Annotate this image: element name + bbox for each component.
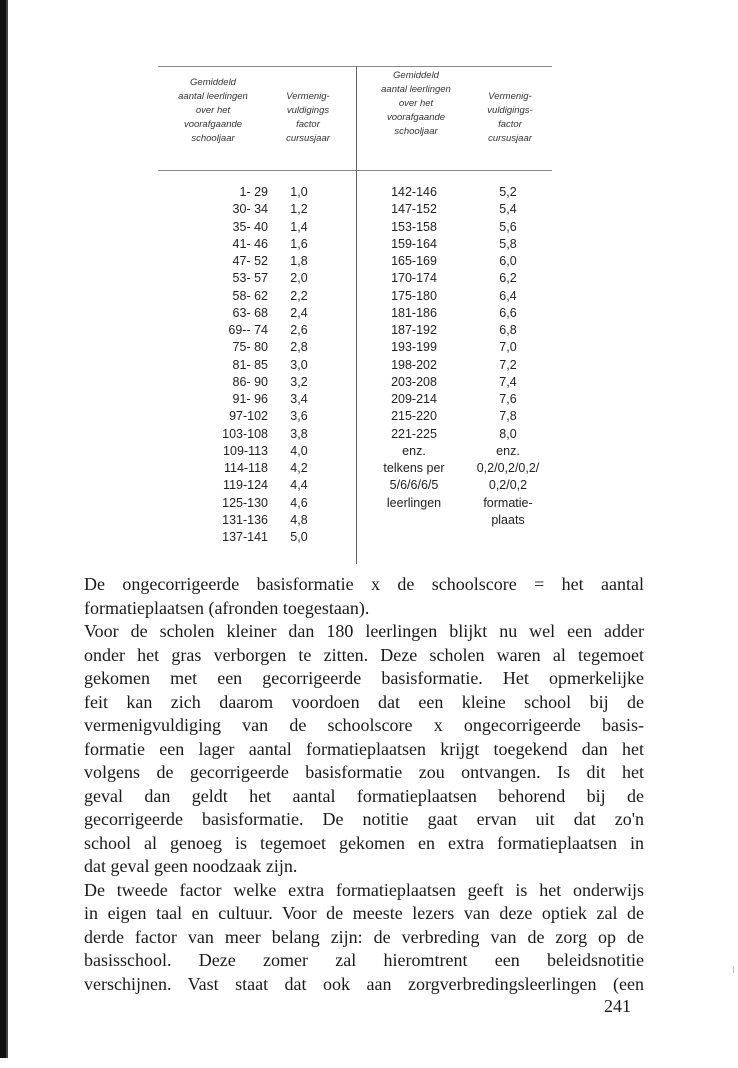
- table-header-rule: [158, 170, 552, 171]
- table-header-line: schooljaar: [191, 133, 235, 144]
- table-cell-pupils: 165-169: [391, 254, 437, 268]
- table-cell-factor: 5,2: [499, 185, 517, 199]
- margin-mark: [733, 966, 734, 973]
- table-col-pupils-left: [168, 184, 268, 546]
- table-header-line: cursusjaar: [286, 133, 330, 144]
- table-cell-pupils: 170-174: [391, 271, 437, 286]
- table-cell-pupils: 215-220: [391, 409, 437, 424]
- table-cell-pupils: 175-180: [391, 288, 437, 303]
- table-cell-pupils: 1- 29: [239, 185, 268, 199]
- table-cell-pupils: 81- 85: [232, 357, 268, 372]
- table-cell-pupils: 147-152: [391, 202, 437, 217]
- table-cell-factor: 6,8: [499, 323, 517, 337]
- table-cell-factor: 1,4: [290, 219, 308, 234]
- table-cell-factor: 1,2: [290, 202, 308, 217]
- table-cell-pupils: leerlingen: [386, 495, 442, 510]
- table-cell-factor: 8,0: [499, 426, 517, 441]
- table-cell-factor: 6,0: [499, 254, 517, 268]
- table-cell-factor: 6,4: [499, 288, 517, 303]
- table-cell-pupils: 221-225: [391, 426, 437, 441]
- table-header-col3: [368, 69, 464, 139]
- table-col-factor-left: [274, 184, 324, 546]
- table-header-line: vuldigings: [286, 105, 330, 116]
- body-text-line: gecorrigeerde basisformatie. De notitie gaat ervan uit dat zo'n: [84, 809, 644, 829]
- table-header-line: voorafgaande: [386, 112, 446, 123]
- table-cell-pupils: 63- 68: [232, 305, 268, 320]
- table-cell-factor: 1,8: [290, 254, 308, 268]
- table-header-line: vuldigings-: [487, 105, 533, 116]
- table-cell-factor: 3,2: [290, 374, 308, 389]
- table-cell-factor: 5,6: [499, 219, 517, 234]
- table-cell-factor: formatie-: [483, 495, 533, 510]
- body-text-line: gekomen met een gecorrigeerde basisformatie. Het opmerkelijke: [84, 668, 644, 688]
- table-cell-factor: enz.: [496, 443, 520, 458]
- table-cell-factor: 5,4: [499, 202, 517, 217]
- table-header-line: factor: [296, 119, 320, 130]
- table-cell-factor: 2,0: [290, 271, 308, 286]
- table-cell-factor: 3,4: [290, 392, 308, 406]
- body-text-line: school al genoeg is tegemoet gekomen en extra formatieplaatsen in: [84, 832, 644, 853]
- table-cell-pupils: 86- 90: [232, 374, 268, 389]
- table-center-divider: [356, 66, 357, 564]
- table-header-line: Vermenig-: [286, 91, 330, 102]
- body-text-line: derde factor van meer belang zijn: de verbreding van de zorg op de: [84, 926, 644, 947]
- table-header-col2: [270, 90, 346, 146]
- body-text-line: formatie een lager aantal formatieplaatsen krijgt toegekend dan het: [84, 738, 644, 759]
- table-cell-factor: 0,2/0,2: [488, 478, 528, 493]
- table-cell-pupils: 119-124: [223, 478, 268, 493]
- formation-factor-table: [158, 66, 552, 564]
- table-cell-factor: 3,6: [290, 409, 308, 424]
- body-text-line: Voor de scholen kleiner dan 180 leerlingen blijkt nu wel een adder: [84, 621, 644, 641]
- body-text-line: basisschool. Deze zomer zal hieromtrent een beleidsnotitie: [84, 950, 644, 970]
- table-cell-pupils: enz.: [402, 443, 426, 458]
- body-text-line: feit kan zich daarom voordoen dat een kleine school bij de: [84, 691, 644, 712]
- table-cell-factor: 2,8: [290, 340, 308, 355]
- table-cell-pupils: 91- 96: [232, 392, 268, 406]
- table-header-line: aantal leerlingen: [178, 91, 248, 102]
- table-cell-pupils: telkens per: [383, 461, 445, 475]
- table-cell-factor: 1,6: [290, 236, 308, 251]
- table-cell-factor: 4,4: [290, 478, 308, 493]
- table-cell-pupils: 181-186: [391, 305, 437, 320]
- table-cell-pupils: 53- 57: [232, 271, 268, 286]
- table-header-line: Vermenig-: [488, 91, 532, 102]
- table-cell-pupils: 109-113: [223, 443, 268, 458]
- table-cell-factor: 4,8: [290, 512, 308, 527]
- table-cell-factor: 1,0: [290, 185, 308, 199]
- table-cell-pupils: 131-136: [222, 512, 268, 527]
- table-cell-pupils: 5/6/6/6/5: [389, 478, 439, 493]
- table-cell-factor: 2,4: [290, 305, 308, 320]
- table-cell-factor: 7,0: [499, 340, 517, 355]
- table-cell-factor: 6,2: [499, 271, 517, 286]
- table-header-line: schooljaar: [394, 126, 438, 137]
- table-cell-factor: 3,0: [290, 357, 308, 372]
- table-cell-pupils: 30- 34: [232, 202, 268, 217]
- table-col-pupils-right: [364, 184, 464, 512]
- table-cell-factor: 5,8: [499, 236, 517, 251]
- table-header-line: aantal leerlingen: [381, 84, 451, 95]
- table-header-col1: [158, 76, 268, 146]
- table-cell-factor: 4,0: [290, 443, 308, 458]
- table-header-line: voorafgaande: [183, 119, 243, 130]
- table-cell-factor: 7,8: [499, 409, 517, 424]
- table-cell-pupils: 193-199: [391, 340, 437, 355]
- table-cell-factor: 4,6: [290, 495, 308, 510]
- table-cell-pupils: 114-118: [223, 461, 268, 475]
- table-cell-factor: 0,2/0,2/0,2/: [476, 461, 540, 475]
- table-cell-factor: 2,2: [290, 288, 308, 303]
- body-text-line: formatieplaatsen (afronden toegestaan).: [84, 597, 370, 618]
- body-text-line: dat geval geen noodzaak zijn.: [84, 856, 298, 876]
- table-col-factor-right: [468, 184, 548, 529]
- table-top-rule: [158, 66, 552, 67]
- table-cell-pupils: 142-146: [391, 185, 437, 199]
- table-cell-factor: 4,2: [290, 461, 308, 475]
- table-cell-pupils: 41- 46: [232, 236, 268, 251]
- table-cell-pupils: 187-192: [391, 323, 437, 337]
- table-cell-pupils: 203-208: [391, 374, 437, 389]
- table-header-line: factor: [498, 119, 522, 130]
- table-cell-pupils: 125-130: [222, 495, 268, 510]
- body-text: [84, 573, 644, 996]
- table-cell-pupils: 47- 52: [232, 254, 268, 268]
- table-header-col4: [470, 90, 550, 146]
- table-cell-pupils: 153-158: [391, 219, 437, 234]
- table-cell-factor: plaats: [491, 512, 525, 527]
- table-cell-pupils: 198-202: [391, 357, 437, 372]
- table-cell-pupils: 137-141: [222, 530, 268, 544]
- table-cell-factor: 7,6: [499, 392, 517, 406]
- body-text-line: verschijnen. Vast staat dat ook aan zorgverbredingsleerlingen (een: [84, 973, 644, 994]
- table-cell-pupils: 209-214: [391, 392, 437, 406]
- body-text-line: volgens de gecorrigeerde basisformatie zou ontvangen. Is dit het: [84, 762, 644, 782]
- table-cell-pupils: 97-102: [229, 409, 268, 424]
- table-cell-pupils: 35- 40: [232, 219, 268, 234]
- table-header-line: cursusjaar: [488, 133, 532, 144]
- body-text-line: De tweede factor welke extra formatieplaatsen geeft is het onderwijs: [84, 879, 644, 900]
- table-cell-pupils: 58- 62: [232, 288, 268, 303]
- body-text-line: onder het gras verborgen te zitten. Deze scholen waren al tegemoet: [84, 644, 644, 665]
- table-cell-pupils: 69-- 74: [228, 323, 268, 337]
- table-header-line: Gemiddeld: [190, 77, 236, 88]
- table-cell-factor: 3,8: [290, 426, 308, 441]
- table-header-line: over het: [195, 105, 231, 116]
- table-cell-pupils: 159-164: [391, 236, 437, 251]
- table-header-line: over het: [398, 98, 434, 109]
- body-text-line: geval dan geldt het aantal formatieplaatsen behorend bij de: [84, 785, 644, 806]
- table-cell-factor: 7,4: [499, 374, 517, 389]
- table-cell-factor: 6,6: [499, 305, 517, 320]
- table-header-line: Gemiddeld: [393, 70, 439, 81]
- body-text-line: vermenigvuldiging van de schoolscore x ongecorrigeerde basis-: [84, 715, 644, 735]
- table-cell-factor: 5,0: [290, 530, 308, 544]
- table-cell-pupils: 75- 80: [232, 340, 268, 355]
- table-cell-factor: 2,6: [290, 323, 308, 337]
- table-cell-pupils: 103-108: [222, 426, 268, 441]
- table-cell-factor: 7,2: [499, 357, 517, 372]
- body-text-line: in eigen taal en cultuur. Voor de meeste lezers van deze optiek zal de: [84, 903, 644, 923]
- page-spine-shadow: [6, 0, 8, 1058]
- body-text-line: De ongecorrigeerde basisformatie x de schoolscore = het aantal: [84, 574, 644, 594]
- page-number: 241: [604, 996, 631, 1016]
